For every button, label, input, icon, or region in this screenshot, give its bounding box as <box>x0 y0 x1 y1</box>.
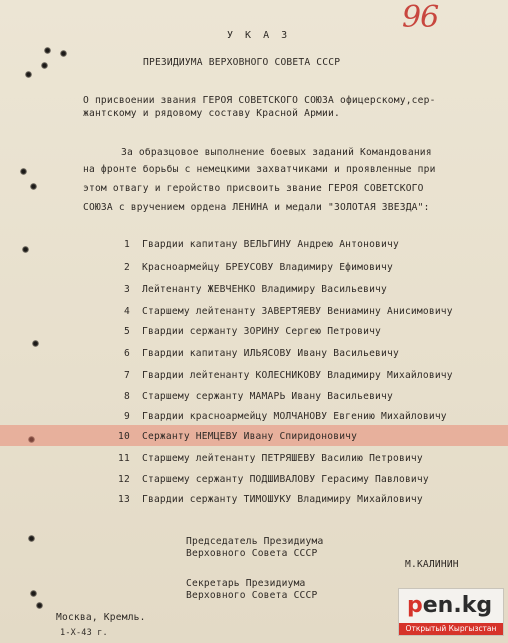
punch-hole <box>30 183 37 190</box>
document-page: 96 У К А З ПРЕЗИДИУМА ВЕРХОВНОГО СОВЕТА СССР О присвоении звания ГЕРОЯ СОВЕТСКОГО СОЮЗА офицерскому,сер- жантскому и рядовому составу Красной Армии. За образцовое выполнение боевых заданий Командования на фронте борьбы с немецкими захватчиками и проявленные при этом отвагу и геройство присвоить звание ГЕРОЯ СОВЕТСКОГО СОЮЗА с вручением ордена ЛЕНИНА и медали "ЗОЛОТАЯ ЗВЕЗДА": 1 Гвардии капитану ВЕЛЬГИНУ Андрею Антоновичу 2 Красноармейцу БРЕУСОВУ Владимиру Ефимовичу 3 Лейтенанту ЖЕВЧЕНКО Владимиру Васильевичу 4 Старшему лейтенанту ЗАВЕРТЯЕВУ Вениамину Анисимовичу 5 Гвардии сержанту ЗОРИНУ Сергею Петровичу 6 Гвардии капитану ИЛЬЯСОВУ Ивану Васильевичу 7 Гвардии лейтенанту КОЛЕСНИКОВУ Владимиру Михайловичу 8 Старшему сержанту МАМАРЬ Ивану Васильевичу 9 Гвардии красноармейцу МОЛЧАНОВУ Евгению Михайловичу 10 Сержанту НЕМЦЕВУ Ивану Спиридоновичу 11 Старшему лейтенанту ПЕТРЯШЕВУ Василию Петровичу 12 Старшему сержанту ПОДШИВАЛОВУ Герасиму Павловичу 13 Гвардии сержанту ТИМОШУКУ Владимиру Михайловичу Председатель Президиума Верховного Совета СССР М.КАЛИНИН Секретарь Президиума Верховного Совета СССР Москва, Кремль. 1-Х-43 г. pen.kg Открытый Кыргызстан <box>0 0 508 643</box>
subject-line-2: жантскому и рядовому составу Красной Армии. <box>83 108 340 119</box>
secretary-title-line-1: Секретарь Президиума <box>186 578 306 589</box>
date-of-signing: 1-Х-43 г. <box>60 628 108 638</box>
watermark-tagline: Открытый Кыргызстан <box>399 623 503 635</box>
punch-hole <box>28 535 35 542</box>
punch-hole <box>25 71 32 78</box>
chairman-title-line-2: Верховного Совета СССР <box>186 548 318 559</box>
punch-hole <box>30 590 37 597</box>
decree-title: У К А З <box>227 30 291 41</box>
decree-issuer: ПРЕЗИДИУМА ВЕРХОВНОГО СОВЕТА СССР <box>143 57 341 68</box>
punch-hole <box>20 168 27 175</box>
body-line-4: СОЮЗА с вручением ордена ЛЕНИНА и медали "ЗОЛОТАЯ ЗВЕЗДА": <box>83 202 430 213</box>
place-of-signing: Москва, Кремль. <box>56 612 146 623</box>
secretary-title-line-2: Верховного Совета СССР <box>186 590 318 601</box>
punch-hole <box>41 62 48 69</box>
punch-hole <box>60 50 67 57</box>
punch-hole <box>44 47 51 54</box>
punch-hole <box>22 246 29 253</box>
handwritten-page-number: 96 <box>402 0 439 35</box>
body-line-1: За образцовое выполнение боевых заданий Командования <box>121 147 432 158</box>
body-line-2: на фронте борьбы с немецкими захватчиками и проявленные при <box>83 164 436 175</box>
body-line-3: этом отвагу и геройство присвоить звание ГЕРОЯ СОВЕТСКОГО <box>83 183 424 194</box>
watermark-logo <box>398 588 504 636</box>
chairman-title-line-1: Председатель Президиума <box>186 536 324 547</box>
chairman-name: М.КАЛИНИН <box>405 559 459 570</box>
punch-hole <box>36 602 43 609</box>
punch-hole <box>32 340 39 347</box>
watermark-brand: pen.kg <box>407 593 493 618</box>
subject-line-1: О присвоении звания ГЕРОЯ СОВЕТСКОГО СОЮЗА офицерскому,сер- <box>83 95 436 106</box>
